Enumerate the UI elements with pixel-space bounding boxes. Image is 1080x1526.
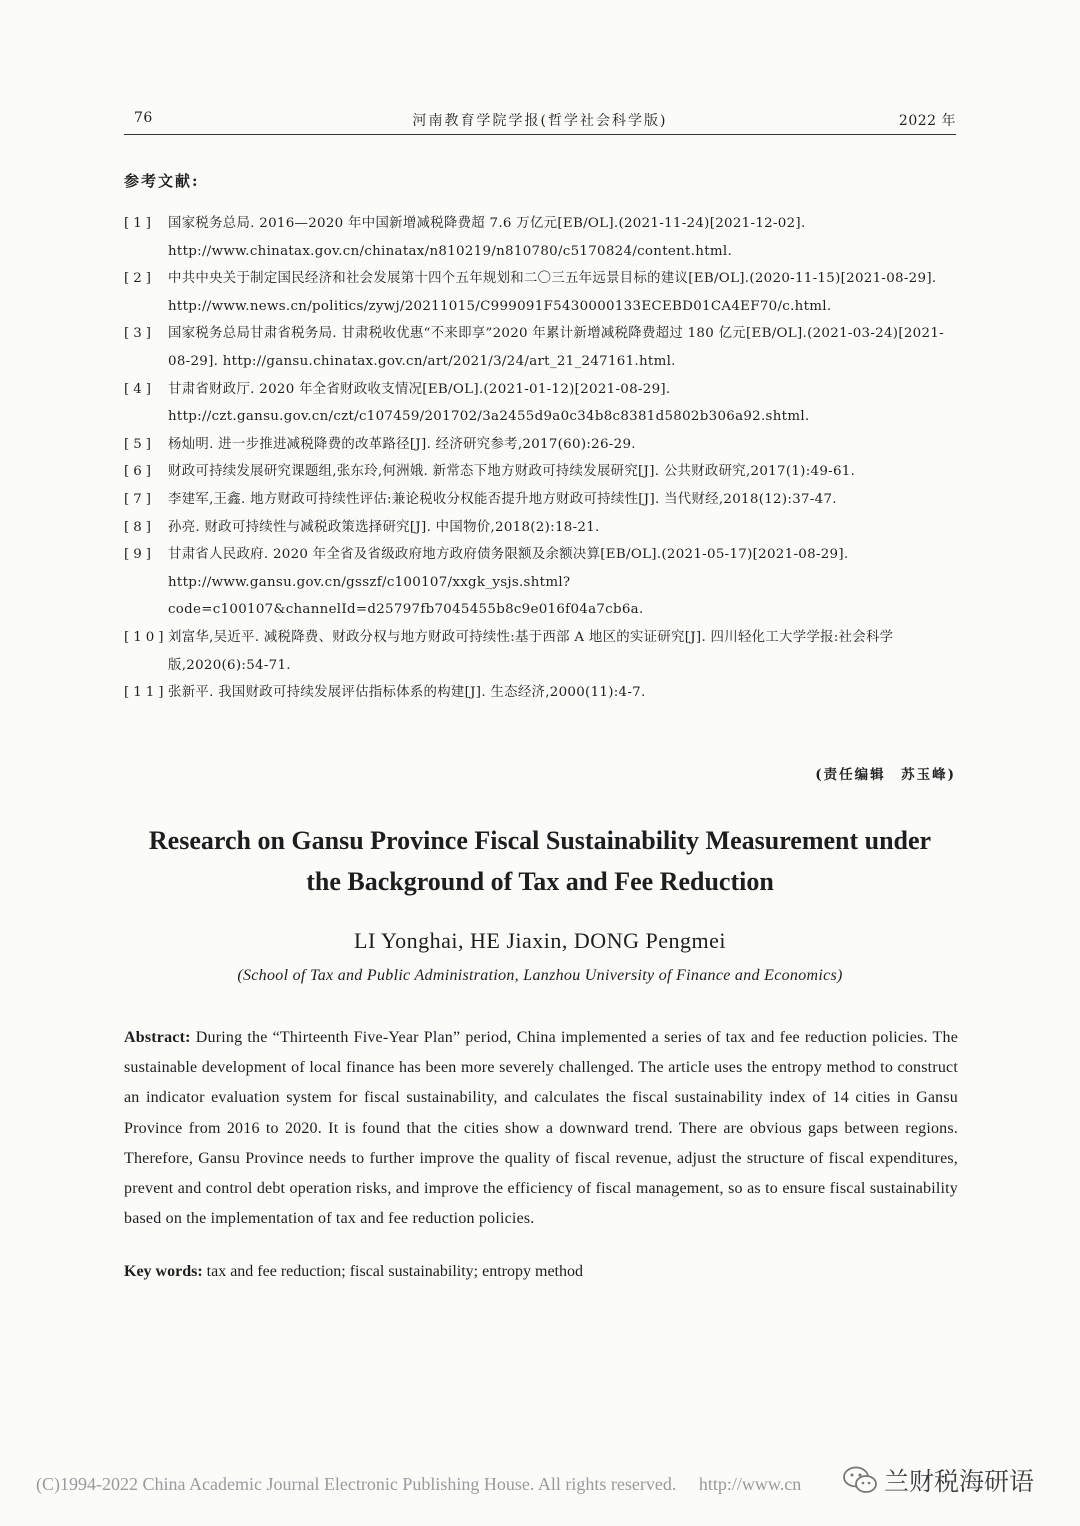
reference-list	[124, 210, 958, 707]
reference-text: 杨灿明. 进一步推进减税降费的改革路径[J]. 经济研究参考,2017(60):26-29.	[168, 436, 636, 452]
reference-number: [4]	[124, 381, 155, 397]
affiliation: (School of Tax and Public Administration, Lanzhou University of Finance and Economics)	[237, 967, 843, 984]
reference-text: 孙亮. 财政可持续性与减税政策选择研究[J]. 中国物价,2018(2):18-21.	[168, 519, 600, 535]
reference-number: [2]	[124, 271, 155, 287]
reference-item	[124, 320, 958, 375]
english-title	[100, 820, 980, 902]
reference-text: 中共中央关于制定国民经济和社会发展第十四个五年规划和二〇三五年远景目标的建议[EB/OL].(2020-11-15)[2021-08-29]. http://www.news.cn/politics/zywj/20211015/C999091F5430000133ECEBD01CA4EF70/c.html.	[168, 271, 937, 314]
reference-number: [7]	[124, 491, 155, 507]
authors: LI Yonghai, HE Jiaxin, DONG Pengmei	[354, 928, 726, 953]
account-watermark	[842, 1462, 1034, 1498]
reference-number: [8]	[124, 519, 155, 535]
journal-year: 2022 年	[898, 113, 956, 129]
reference-number: [5]	[124, 436, 155, 452]
reference-number: [1]	[124, 216, 155, 231]
reference-text: 刘富华,吴近平. 减税降费、财政分权与地方财政可持续性:基于西部 A 地区的实证研究[J]. 四川轻化工大学学报:社会科学版,2020(6):54-71.	[168, 629, 894, 673]
abstract-label: Abstract:	[124, 1029, 191, 1046]
reference-text: 张新平. 我国财政可持续发展评估指标体系的构建[J]. 生态经济,2000(11):4-7.	[168, 685, 646, 701]
reference-text: 国家税务总局甘肃省税务局. 甘肃税收优惠“不来即享”2020 年累计新增减税降费超过 180 亿元[EB/OL].(2021-03-24)[2021-08-29]. http://gansu.chinatax.gov.cn/art/2021/3/24/art_21_247161.html.	[168, 326, 944, 369]
reference-text: 甘肃省人民政府. 2020 年全省及省级政府地方政府债务限额及余额决算[EB/OL].(2021-05-17)[2021-08-29]. http://www.gansu.gov.cn/gsszf/c100107/xxgk_ysjs.shtml? code=c100107&channelId=d25797fb7045455b8c9e016f04a7cb6a.	[168, 547, 849, 618]
english-title-line: the Background of Tax and Fee Reduction	[306, 867, 774, 896]
reference-item	[124, 458, 958, 486]
reference-number: [11]	[124, 685, 168, 701]
abstract	[124, 1023, 958, 1234]
copyright-footer: (C)1994-2022 China Academic Journal Electronic Publishing House. All rights reserved. http://www.cn	[36, 1474, 802, 1494]
reference-item	[124, 376, 958, 431]
journal-name: 河南教育学院学报(哲学社会科学版)	[412, 113, 668, 129]
reference-item	[124, 541, 958, 624]
page-number: 76	[134, 110, 153, 126]
reference-text: 甘肃省财政厅. 2020 年全省财政收支情况[EB/OL].(2021-01-12)[2021-08-29]. http://czt.gansu.gov.cn/czt/c107459/201702/3a2455d9a0c34b8c8381d5802b306a92.shtml.	[168, 381, 810, 425]
page-header	[124, 104, 956, 135]
abstract-text: During the “Thirteenth Five-Year Plan” period, China implemented a series of tax and fee reduction policies. The sustainable development of local finance has been more severely challenged. The article uses the entropy method to construct an indicator evaluation system for fiscal sustainability, and calculates the fiscal sustainability index of 14 cities in Gansu Province from 2016 to 2020. It is found that the cities show a downward trend. There are obvious gaps between regions. Therefore, Gansu Province needs to further improve the quality of fiscal revenue, adjust the structure of fiscal expenditures, prevent and control debt operation risks, and improve the efficiency of fiscal management, so as to ensure fiscal sustainability based on the implementation of tax and fee reduction policies.	[124, 1029, 958, 1228]
reference-number: [10]	[124, 629, 168, 645]
reference-number: [9]	[124, 547, 155, 563]
english-title-line: Research on Gansu Province Fiscal Sustainability Measurement under	[148, 826, 932, 855]
reference-item	[124, 624, 958, 679]
reference-item	[124, 514, 958, 542]
keywords-label: Key words:	[124, 1263, 203, 1280]
reference-item	[124, 265, 958, 320]
reference-number: [6]	[124, 464, 155, 480]
reference-item	[124, 210, 958, 265]
watermark-text: 兰财税海研语	[884, 1467, 1035, 1496]
responsible-editor: (责任编辑 苏玉峰)	[815, 767, 956, 783]
reference-text: 国家税务总局. 2016—2020 年中国新增减税降费超 7.6 万亿元[EB/OL].(2021-11-24)[2021-12-02]. http://www.chinatax.gov.cn/chinatax/n810219/n810780/c5170824/content.html.	[168, 216, 806, 259]
reference-number: [3]	[124, 326, 155, 342]
reference-item	[124, 431, 958, 459]
wechat-icon	[842, 1465, 878, 1495]
reference-item	[124, 486, 958, 514]
reference-item	[124, 679, 958, 707]
keywords	[124, 1263, 958, 1281]
keywords-text: tax and fee reduction; fiscal sustainability; entropy method	[206, 1263, 583, 1280]
reference-text: 李建军,王鑫. 地方财政可持续性评估:兼论税收分权能否提升地方财政可持续性[J]. 当代财经,2018(12):37-47.	[168, 491, 837, 507]
references-title: 参考文献:	[124, 172, 200, 190]
reference-text: 财政可持续发展研究课题组,张东玲,何洲娥. 新常态下地方财政可持续发展研究[J]. 公共财政研究,2017(1):49-61.	[168, 464, 856, 480]
